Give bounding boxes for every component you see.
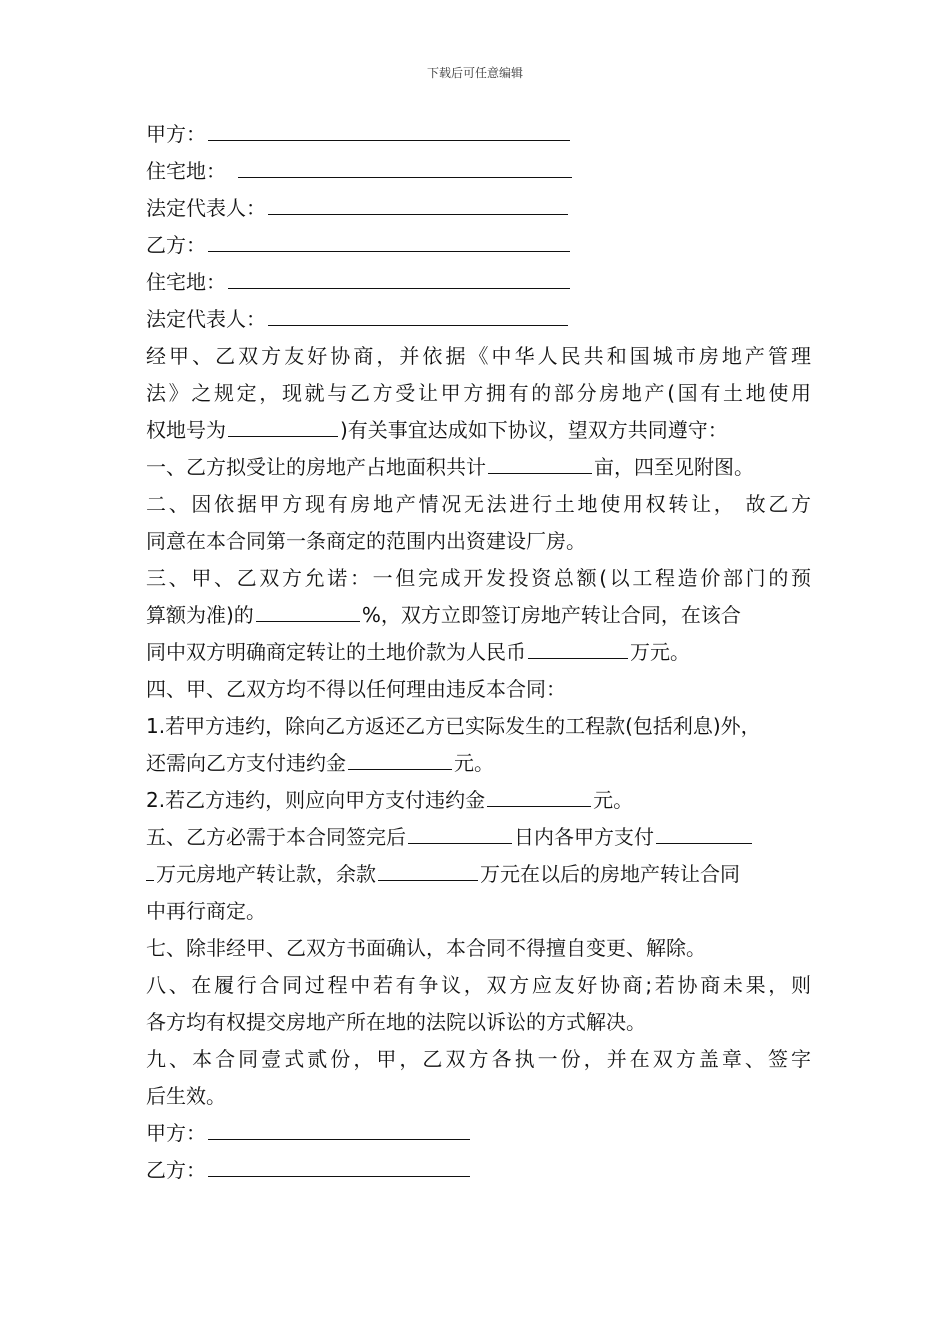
penalty-b-blank — [487, 805, 591, 807]
clause-4-2-text-b: 元。 — [593, 788, 634, 812]
clause-1-text-a: 一、乙方拟受让的房地产占地面积共计 — [146, 455, 486, 479]
sign-party-a-line — [146, 1115, 811, 1152]
residence-b-blank — [228, 287, 570, 289]
clause-5-line-2 — [146, 856, 811, 893]
clause-3-line-2 — [146, 597, 811, 634]
payment-blank — [656, 842, 752, 844]
clause-4: 四、甲、乙双方均不得以任何理由违反本合同： — [146, 677, 566, 701]
clause-3-text-b: %，双方立即签订房地产转让合同，在该合 — [361, 603, 741, 627]
clause-5-line-1 — [146, 819, 811, 856]
clause-3-line-1: 三、甲、乙双方允诺：一但完成开发投资总额(以工程造价部门的预 — [146, 566, 811, 590]
clause-1-text-b: 亩，四至见附图。 — [594, 455, 754, 479]
land-number-blank — [228, 435, 338, 437]
legal-rep-b-label: 法定代表人： — [146, 307, 266, 331]
intro-line-3-text-a: 权地号为 — [146, 418, 226, 442]
sign-party-b-label: 乙方： — [146, 1158, 206, 1182]
clause-3-text-c: 同中双方明确商定转让的土地价款为人民币 — [146, 640, 526, 664]
legal-rep-a-line — [146, 190, 811, 227]
clause-4-2 — [146, 782, 811, 819]
clause-4-1-line-2 — [146, 745, 811, 782]
intro-line-2: 法》之规定，现就与乙方受让甲方拥有的部分房地产(国有土地使用 — [146, 381, 811, 405]
days-blank — [408, 842, 512, 844]
clause-4-1-line-1: 1.若甲方违约，除向乙方返还乙方已实际发生的工程款(包括利息)外， — [146, 714, 761, 738]
penalty-a-blank — [348, 768, 452, 770]
clause-4-1-text-b: 元。 — [454, 751, 494, 775]
legal-rep-a-blank — [268, 213, 568, 215]
clause-5-text-c: 万元房地产转让款，余款 — [156, 862, 376, 886]
residence-b-line — [146, 264, 811, 301]
clause-5-text-d: 万元在以后的房地产转让合同 — [480, 862, 740, 886]
clause-1 — [146, 449, 811, 486]
clause-8-line-2: 各方均有权提交房地产所在地的法院以诉讼的方式解决。 — [146, 1010, 646, 1034]
payment-blank-cont — [146, 879, 154, 881]
legal-rep-b-blank — [268, 324, 568, 326]
residence-a-label: 住宅地： — [146, 159, 226, 183]
party-a-line — [146, 116, 811, 153]
legal-rep-b-line — [146, 301, 811, 338]
balance-blank — [378, 879, 478, 881]
party-b-label: 乙方： — [146, 233, 206, 257]
clause-4-2-text-a: 2.若乙方违约，则应向甲方支付违约金 — [146, 788, 486, 812]
sign-party-a-label: 甲方： — [146, 1121, 206, 1145]
clause-5-line-3: 中再行商定。 — [146, 899, 266, 923]
residence-a-blank — [238, 176, 572, 178]
party-a-blank — [208, 139, 570, 141]
clause-3-text-d: 万元。 — [630, 640, 690, 664]
clause-2-line-2: 同意在本合同第一条商定的范围内出资建设厂房。 — [146, 529, 586, 553]
land-price-blank — [528, 657, 628, 659]
clause-2-line-1: 二、因依据甲方现有房地产情况无法进行土地使用权转让， 故乙方 — [146, 492, 811, 516]
sign-party-a-blank — [208, 1138, 470, 1140]
clause-7: 七、除非经甲、乙双方书面确认，本合同不得擅自变更、解除。 — [146, 936, 706, 960]
area-blank — [488, 472, 592, 474]
party-b-blank — [208, 250, 570, 252]
intro-line-1: 经甲、乙双方友好协商，并依据《中华人民共和国城市房地产管理 — [146, 344, 811, 368]
clause-5-text-a: 五、乙方必需于本合同签完后 — [146, 825, 406, 849]
contract-body — [146, 116, 811, 1189]
page-header-note: 下载后可任意编辑 — [426, 66, 523, 80]
intro-line-3 — [146, 412, 811, 449]
clause-8-line-1: 八、在履行合同过程中若有争议，双方应友好协商;若协商未果，则 — [146, 973, 811, 997]
sign-party-b-blank — [208, 1175, 470, 1177]
party-a-label: 甲方： — [146, 122, 206, 146]
intro-line-3-text-b: )有关事宜达成如下协议，望双方共同遵守： — [340, 418, 728, 442]
clause-9-line-2: 后生效。 — [146, 1084, 226, 1108]
clause-9-line-1: 九、本合同壹式贰份，甲，乙双方各执一份，并在双方盖章、签字 — [146, 1047, 811, 1071]
party-b-line — [146, 227, 811, 264]
residence-b-label: 住宅地： — [146, 270, 226, 294]
percent-blank — [256, 620, 360, 622]
clause-4-1-text-a: 还需向乙方支付违约金 — [146, 751, 346, 775]
clause-5-text-b: 日内各甲方支付 — [514, 825, 654, 849]
residence-a-line — [146, 153, 811, 190]
sign-party-b-line — [146, 1152, 811, 1189]
clause-3-line-3 — [146, 634, 811, 671]
legal-rep-a-label: 法定代表人： — [146, 196, 266, 220]
clause-3-text-a: 算额为准)的 — [146, 603, 254, 627]
